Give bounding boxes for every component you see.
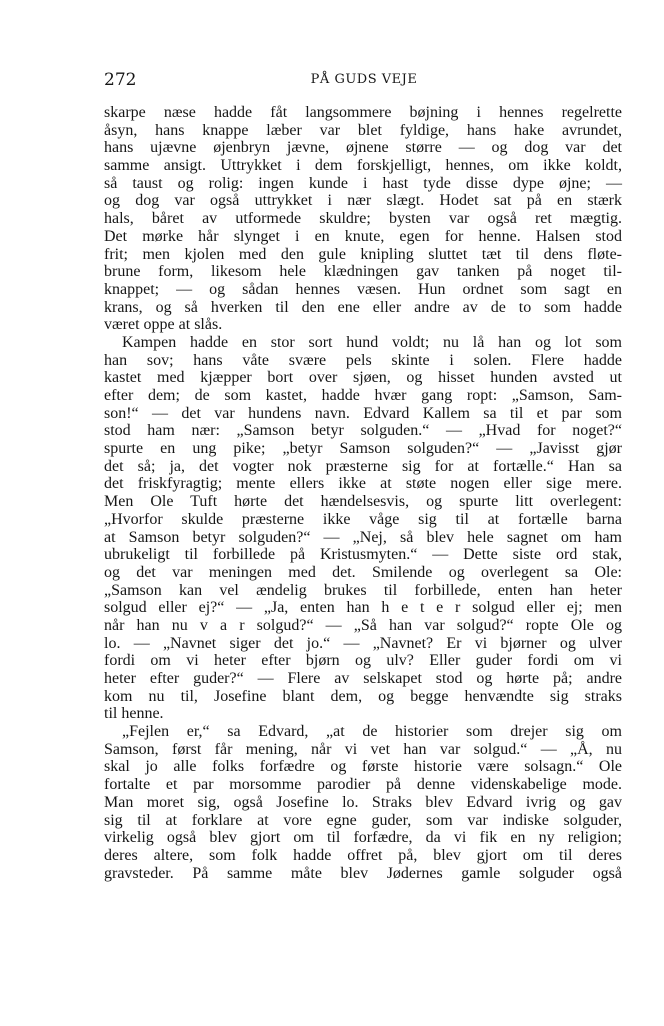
text-line: hals, båret av utformede skuldre; bysten var også ret mægtig. bbox=[104, 210, 622, 228]
text-line: Men Ole Tuft hørte det hændelsesvis, og spurte litt overlegent: bbox=[104, 493, 622, 511]
text-line: sig til at forklare at vore egne guder, som var indiske solguder, bbox=[104, 811, 622, 829]
page-number: 272 bbox=[104, 70, 137, 90]
text-line: efter dem; de som kastet, hadde hvær gang ropt: „Samson, Sam- bbox=[104, 387, 622, 404]
text-line: været oppe at slås. bbox=[104, 316, 223, 334]
text-line: åsyn, hans knappe læber var blet fyldige, hans hake avrundet, bbox=[104, 121, 622, 139]
text-line: deres altere, som folk hadde offret på, blev gjort om til deres bbox=[104, 846, 622, 864]
paragraph-start-line: „Fejlen er,“ sa Edvard, „at de historier som drejer sig om bbox=[122, 723, 622, 741]
text-line: at Samson betyr solguden?“ — „Nej, så blev hele sagnet om ham bbox=[104, 528, 622, 546]
text-line: samme ansigt. Uttrykket i dem forskjelligt, hennes, om ikke koldt, bbox=[104, 157, 622, 175]
page-header bbox=[104, 70, 624, 94]
text-line: det så; ja, det vogter nok præsterne sig for at fortælle.“ Han sa bbox=[104, 457, 622, 475]
text-line: heter efter guder?“ — Flere av selskapet stod og hørte på; andre bbox=[104, 670, 622, 687]
text-line: så taust og rolig: ingen kunde i hast tyde disse dype øjne; — bbox=[104, 174, 622, 192]
text-line: og det var meningen med det. Smilende og overlegent sa Ole: bbox=[104, 563, 622, 581]
text-line: stod ham nær: „Samson betyr solguden.“ — „Hvad for noget?“ bbox=[104, 422, 622, 440]
text-line: Det mørke hår slynget i en knute, egen for henne. Halsen stod bbox=[104, 227, 622, 245]
paragraph-start-line: Kampen hadde en stor sort hund voldt; nu lå han og lot som bbox=[122, 333, 622, 351]
body-text bbox=[104, 104, 622, 882]
text-line: ubrukeligt til forbillede på Kristusmyten.“ — Dette siste ord stak, bbox=[104, 546, 622, 564]
text-line: „Samson kan vel ændelig brukes til forbillede, enten han heter bbox=[104, 581, 622, 599]
running-title: PÅ GUDS VEJE bbox=[310, 72, 418, 87]
text-line: til henne. bbox=[104, 705, 164, 723]
text-line: lo. — „Navnet siger det jo.“ — „Navnet? Er vi bjørner og ulver bbox=[104, 634, 622, 652]
text-line: kastet med kjæpper bort over sjøen, og hisset hunden avsted ut bbox=[104, 369, 622, 387]
text-line: frit; men kjolen med den gule knipling sluttet tæt til dens fløte- bbox=[104, 245, 622, 263]
text-line: skal jo alle folks forfædre og første historie være solsagn.“ Ole bbox=[104, 758, 622, 776]
text-line: fortalte et par morsomme parodier på denne videnskabelige mode. bbox=[104, 776, 622, 794]
text-line: knappet; — og sådan hennes væsen. Hun ordnet som sagt en bbox=[104, 280, 622, 298]
text-line: Man moret sig, også Josefine lo. Straks blev Edvard ivrig og gav bbox=[104, 793, 622, 811]
text-line: brune form, likesom hele klædningen gav tanken på noget til- bbox=[104, 263, 622, 281]
text-line: gravsteder. På samme måte blev Jødernes gamle solguder også bbox=[104, 864, 622, 882]
text-line: og dog var også uttrykket i nær slægt. Hodet sat på en stærk bbox=[104, 192, 622, 210]
text-line: hans ujævne øjenbryn jævne, øjnene større — og dog var det bbox=[104, 139, 622, 157]
text-line: „Hvorfor skulde præsterne ikke våge sig til at fortælle barna bbox=[104, 510, 622, 528]
text-line: solgud eller ej?“ — „Ja, enten han h e t e r solgud eller ej; men bbox=[104, 599, 622, 617]
text-line: det friskfyragtig; mente ellers ikke at støte nogen eller sige mere. bbox=[104, 475, 622, 493]
text-line: når han nu v a r solgud?“ — „Så han var solgud?“ ropte Ole og bbox=[104, 616, 622, 634]
text-line: Samson, først får mening, når vi vet han var solgud.“ — „Å, nu bbox=[104, 740, 622, 758]
text-line: krans, og så hverken til den ene eller andre av de to som hadde bbox=[104, 298, 622, 316]
text-line: han sov; hans våte svære pels skinte i solen. Flere hadde bbox=[104, 351, 622, 369]
text-line: spurte en ung pike; „betyr Samson solguden?“ — „Javisst gjør bbox=[104, 440, 622, 458]
text-line: son!“ — det var hundens navn. Edvard Kallem sa til et par som bbox=[104, 404, 622, 422]
text-line: skarpe næse hadde fåt langsommere bøjning i hennes regelrette bbox=[104, 104, 622, 121]
text-line: virkelig også blev gjort om til forfædre, da vi fik en ny religion; bbox=[104, 829, 622, 847]
text-line: kom nu til, Josefine blant dem, og begge henvændte sig straks bbox=[104, 687, 622, 705]
text-line: fordi om vi heter efter bjørn og ulv? Eller guder fordi om vi bbox=[104, 652, 622, 670]
